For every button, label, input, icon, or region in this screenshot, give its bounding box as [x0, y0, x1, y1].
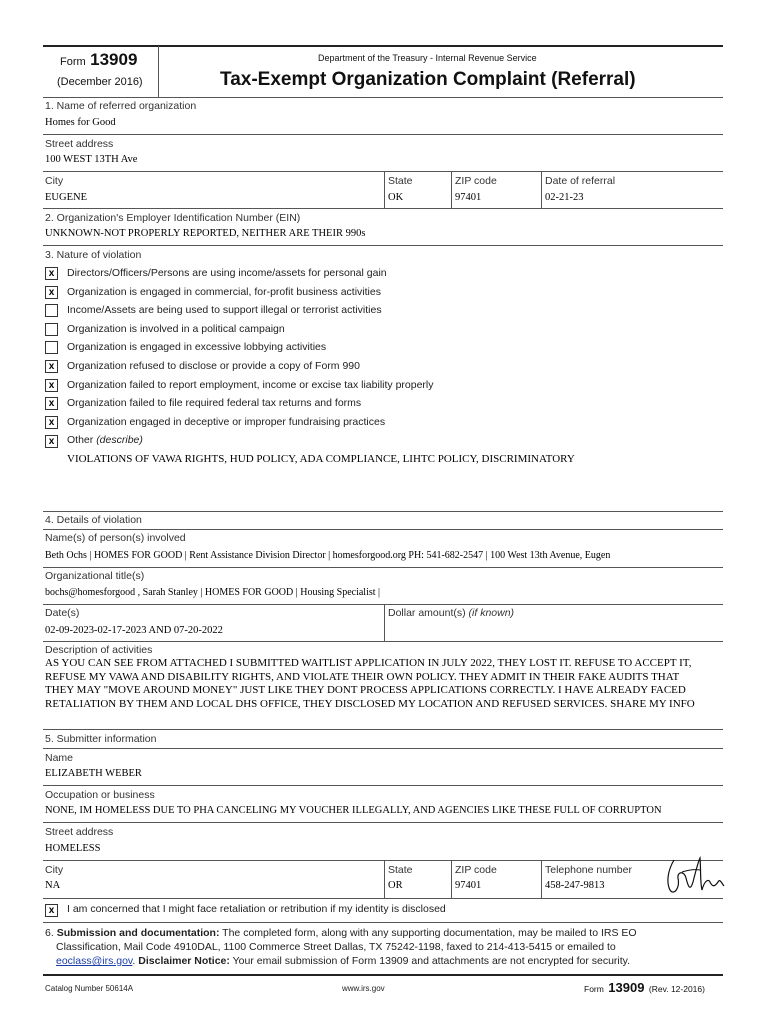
rule: [43, 748, 723, 749]
col-divider: [384, 605, 385, 641]
org-city-field[interactable]: EUGENE: [45, 192, 87, 203]
violation-option: Organization failed to file required federal tax returns and forms: [67, 397, 362, 409]
signature-scribble: [660, 852, 726, 898]
submitter-city-label: City: [45, 864, 64, 876]
rule: [43, 641, 723, 642]
rule: [43, 898, 723, 899]
dollar-amount-text: Dollar amount(s): [388, 607, 466, 619]
form-id-block: [60, 50, 156, 70]
submission-instructions: 6. Submission and documentation: The completed form, along with any supporting documentation, may be mailed to IRS EO Classification, Mail Code 4910DAL, 1100 Commerce Street Dallas, TX 75242-1198, faxed to 214-413-5415 or emailed to eoclass@irs.gov. Disclaimer Notice: Your email submission of Form 13909 and attachments are not encrypted for security.: [45, 926, 725, 968]
other-label: Other: [67, 434, 94, 446]
submitter-street-label: Street address: [45, 826, 114, 838]
dates-field[interactable]: 02-09-2023-02-17-2023 AND 07-20-2022: [45, 625, 223, 636]
titles-label: Organizational title(s): [45, 570, 145, 582]
retaliation-concern-checkbox[interactable]: x: [45, 904, 58, 917]
violation-nature-label: 3. Nature of violation: [45, 249, 142, 261]
persons-field[interactable]: Beth Ochs | HOMES FOR GOOD | Rent Assistance Division Director | homesforgood.org PH: 541-682-2547 | 100 West 13th Avenue, Eugen: [45, 550, 611, 561]
submitter-zip-field[interactable]: 97401: [455, 880, 482, 891]
rule: [43, 785, 723, 786]
org-name-field[interactable]: Homes for Good: [45, 117, 116, 128]
other-describe-hint: (describe): [96, 434, 143, 446]
other-description-field[interactable]: VIOLATIONS OF VAWA RIGHTS, HUD POLICY, ADA COMPLIANCE, LIHTC POLICY, DISCRIMINATORY: [67, 453, 575, 465]
description-line: RETALIATION BY THEM AND LOCAL DHS OFFICE, THEY DISCLOSED MY LOCATION AND REFUSED SERVICES. SHARE MY INFO: [45, 697, 695, 710]
violation-option: Organization engaged in deceptive or improper fundraising practices: [67, 416, 386, 428]
org-name-label: 1. Name of referred organization: [45, 100, 197, 112]
dollar-amount-label: [388, 607, 514, 619]
org-zip-label: ZIP code: [455, 175, 497, 187]
submitter-zip-label: ZIP code: [455, 864, 497, 876]
ein-field[interactable]: UNKNOWN-NOT PROPERLY REPORTED, NEITHER ARE THEIR 990s: [45, 228, 366, 239]
submitter-name-field[interactable]: ELIZABETH WEBER: [45, 768, 142, 779]
violation-checkbox[interactable]: x: [45, 267, 58, 280]
description-line: AS YOU CAN SEE FROM ATTACHED I SUBMITTED WAITLIST APPLICATION IN JULY 2022, THEY LOST IT. REFUSE TO ACCEPT IT,: [45, 657, 692, 669]
header-divider: [158, 46, 159, 97]
rule: [43, 567, 723, 568]
rule: [43, 511, 723, 512]
rule: [43, 729, 723, 730]
rule: [43, 134, 723, 135]
violation-option: Organization is involved in a political campaign: [67, 323, 285, 335]
rule: [43, 245, 723, 246]
violation-checkbox[interactable]: x: [45, 360, 58, 373]
description-line: REFUSE MY VAWA AND DISABILITY RIGHTS, AND VIOLATE THEIR OWN POLICY. THEY ADMIT IN THEIR FAKE AUDITS THAT: [45, 670, 680, 683]
description-label: Description of activities: [45, 644, 153, 656]
footer-form-id: [584, 979, 705, 997]
rule: [43, 529, 723, 530]
form-date: (December 2016): [57, 76, 143, 88]
col-divider: [451, 172, 452, 208]
submitter-street-field[interactable]: HOMELESS: [45, 843, 101, 854]
violation-checkbox[interactable]: [45, 341, 58, 354]
rule: [43, 171, 723, 172]
dollar-amount-hint: (if known): [468, 607, 515, 619]
org-zip-field[interactable]: 97401: [455, 192, 482, 203]
occupation-field[interactable]: NONE, IM HOMELESS DUE TO PHA CANCELING MY VOUCHER ILLEGALLY, AND AGENCIES LIKE THESE FULL OF CORRUPTON: [45, 805, 662, 816]
violation-checkbox[interactable]: [45, 304, 58, 317]
submitter-state-field[interactable]: OR: [388, 880, 403, 891]
phone-field[interactable]: 458-247-9813: [545, 880, 605, 891]
other-option: [67, 434, 143, 446]
retaliation-concern-text: I am concerned that I might face retaliation or retribution if my identity is disclosed: [67, 903, 446, 915]
dates-label: Date(s): [45, 607, 80, 619]
submitter-city-field[interactable]: NA: [45, 880, 61, 891]
col-divider: [451, 861, 452, 898]
col-divider: [541, 861, 542, 898]
bottom-rule: [43, 974, 723, 976]
description-field[interactable]: [45, 657, 695, 711]
irs-website: www.irs.gov: [342, 984, 385, 993]
agency-name: Department of the Treasury - Internal Revenue Service: [318, 53, 537, 63]
violation-option: Organization refused to disclose or provide a copy of Form 990: [67, 360, 360, 372]
persons-label: Name(s) of person(s) involved: [45, 532, 186, 544]
violation-option: Organization is engaged in excessive lobbying activities: [67, 341, 327, 353]
violation-checkbox[interactable]: x: [45, 286, 58, 299]
submitter-info-label: 5. Submitter information: [45, 733, 157, 745]
rule: [43, 97, 723, 98]
org-street-field[interactable]: 100 WEST 13TH Ave: [45, 154, 138, 165]
rule: [43, 860, 723, 861]
rule: [43, 208, 723, 209]
org-state-field[interactable]: OK: [388, 192, 404, 203]
violation-checkbox[interactable]: x: [45, 397, 58, 410]
violation-details-label: 4. Details of violation: [45, 514, 142, 526]
footer-revision: (Rev. 12-2016): [648, 984, 705, 994]
org-city-label: City: [45, 175, 64, 187]
rule: [43, 604, 723, 605]
top-rule: [43, 45, 723, 47]
col-divider: [384, 172, 385, 208]
col-divider: [384, 861, 385, 898]
irs-email-link[interactable]: eoclass@irs.gov: [56, 955, 133, 967]
titles-field[interactable]: bochs@homesforgood , Sarah Stanley | HOMES FOR GOOD | Housing Specialist |: [45, 587, 381, 598]
rule: [43, 822, 723, 823]
submission-text-2: Classification, Mail Code 4910DAL, 1100 Commerce Street Dallas, TX 75242-1198, faxed to 214-413-5415 or emailed to: [56, 941, 616, 953]
occupation-label: Occupation or business: [45, 789, 155, 801]
rule: [43, 922, 723, 923]
ein-label: 2. Organization's Employer Identification Number (EIN): [45, 212, 301, 224]
org-state-label: State: [388, 175, 413, 187]
description-line: THEY MAY "MOVE AROUND MONEY" JUST LIKE THEY DONT PROCESS APPLICATIONS CORRECTLY. I HAVE ALREADY FACED: [45, 684, 686, 697]
catalog-number: Catalog Number 50614A: [45, 984, 134, 993]
violation-option: Directors/Officers/Persons are using income/assets for personal gain: [67, 267, 387, 279]
form-number: 13909: [90, 50, 138, 69]
phone-label: Telephone number: [545, 864, 632, 876]
footer-form-number: 13909: [608, 980, 645, 995]
violation-checkbox[interactable]: x: [45, 379, 58, 392]
other-checkbox[interactable]: x: [45, 435, 58, 448]
disclaimer-text: Your email submission of Form 13909 and attachments are not encrypted for security.: [229, 955, 631, 967]
footer-form-word: Form: [584, 984, 604, 994]
violation-checkbox[interactable]: [45, 323, 58, 336]
col-divider: [541, 172, 542, 208]
referral-date-field[interactable]: 02-21-23: [545, 192, 584, 203]
submission-heading: Submission and documentation:: [56, 927, 220, 939]
submission-text-1: The completed form, along with any supporting documentation, may be mailed to IRS EO: [219, 927, 637, 939]
form-title: Tax-Exempt Organization Complaint (Referral): [220, 69, 636, 90]
violation-option: Organization is engaged in commercial, for-profit business activities: [67, 286, 381, 298]
form-word: Form: [60, 56, 86, 68]
disclaimer-heading: Disclaimer Notice:: [138, 955, 230, 967]
violation-option: Organization failed to report employment, income or excise tax liability properly: [67, 379, 434, 391]
violation-option: Income/Assets are being used to support illegal or terrorist activities: [67, 304, 382, 316]
section6-number: 6.: [45, 927, 54, 939]
submitter-name-label: Name: [45, 752, 74, 764]
submitter-state-label: State: [388, 864, 413, 876]
violation-checkbox[interactable]: x: [45, 416, 58, 429]
org-street-label: Street address: [45, 138, 114, 150]
referral-date-label: Date of referral: [545, 175, 616, 187]
